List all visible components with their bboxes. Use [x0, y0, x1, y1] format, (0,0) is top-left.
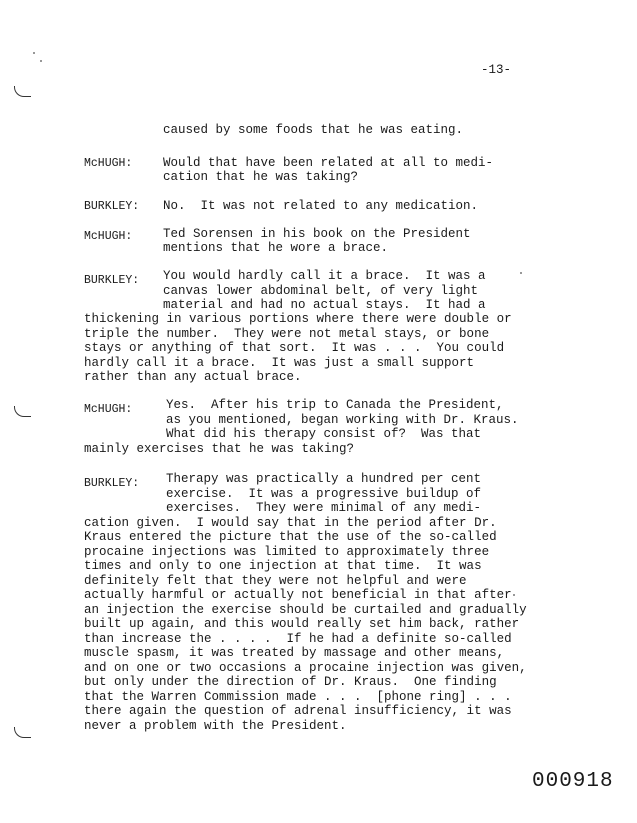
- transcript-line: Kraus entered the picture that the use of the so-called: [84, 530, 497, 544]
- transcript-line: mentions that he wore a brace.: [163, 241, 389, 255]
- transcript-line: material and had no actual stays. It had a: [163, 298, 486, 312]
- transcript-line: an injection the exercise should be curtailed and gradually: [84, 603, 527, 617]
- transcript-line: cation given. I would say that in the period after Dr.: [84, 516, 497, 530]
- transcript-line: than increase the . . . . If he had a definite so-called: [84, 632, 512, 646]
- speaker-label: BURKLEY:: [84, 274, 140, 287]
- transcript-line: and on one or two occasions a procaine injection was given,: [84, 661, 527, 675]
- transcript-line: stays or anything of that sort. It was . . . You could: [84, 341, 505, 355]
- transcript-line: canvas lower abdominal belt, of very light: [163, 284, 479, 298]
- transcript-line: Would that have been related at all to medi-: [163, 156, 494, 170]
- transcript-line: muscle spasm, it was treated by massage and other means,: [84, 646, 505, 660]
- transcript-line: exercises. They were minimal of any medi-: [166, 501, 482, 515]
- speaker-label: McHUGH:: [84, 230, 133, 243]
- scan-speck: [520, 272, 522, 274]
- binder-mark: [14, 86, 31, 97]
- transcript-line: there again the question of adrenal insufficiency, it was: [84, 704, 512, 718]
- scan-speck: [33, 52, 35, 54]
- transcript-line: rather than any actual brace.: [84, 370, 302, 384]
- transcript-line: You would hardly call it a brace. It was a: [163, 269, 486, 283]
- speaker-label: McHUGH:: [84, 403, 133, 416]
- transcript-line: What did his therapy consist of? Was that: [166, 427, 482, 441]
- transcript-line: actually harmful or actually not beneficial in that after: [84, 588, 512, 602]
- speaker-label: BURKLEY:: [84, 477, 140, 490]
- transcript-line: triple the number. They were not metal stays, or bone: [84, 327, 490, 341]
- transcript-line: definitely felt that they were not helpful and were: [84, 574, 467, 588]
- speaker-label: McHUGH:: [84, 157, 133, 170]
- transcript-line: Therapy was practically a hundred per cent: [166, 472, 482, 486]
- transcript-line: cation that he was taking?: [163, 170, 359, 184]
- page-number: -13-: [481, 63, 512, 77]
- transcript-line: built up again, and this would really set him back, rather: [84, 617, 520, 631]
- transcript-line: Ted Sorensen in his book on the President: [163, 227, 471, 241]
- transcript-line: exercise. It was a progressive buildup of: [166, 487, 482, 501]
- transcript-line: times and only to one injection at that time. It was: [84, 559, 482, 573]
- binder-mark: [14, 727, 31, 738]
- scan-speck: [513, 594, 515, 596]
- transcript-line: procaine injections was limited to approximately three: [84, 545, 490, 559]
- transcript-line: hardly call it a brace. It was just a small support: [84, 356, 475, 370]
- binder-mark: [14, 406, 31, 417]
- transcript-line: Yes. After his trip to Canada the President,: [166, 398, 504, 412]
- speaker-label: BURKLEY:: [84, 200, 140, 213]
- continuation-line: caused by some foods that he was eating.: [163, 123, 464, 137]
- transcript-line: that the Warren Commission made . . . [phone ring] . . .: [84, 690, 512, 704]
- transcript-line: thickening in various portions where there were double or: [84, 312, 512, 326]
- document-id-stamp: 000918: [532, 770, 614, 793]
- transcript-line: mainly exercises that he was taking?: [84, 442, 355, 456]
- transcript-line: but only under the direction of Dr. Kraus. One finding: [84, 675, 497, 689]
- transcript-line: as you mentioned, began working with Dr. Kraus.: [166, 413, 519, 427]
- transcript-line: never a problem with the President.: [84, 719, 347, 733]
- scan-speck: [40, 60, 42, 62]
- transcript-line: No. It was not related to any medication.: [163, 199, 479, 213]
